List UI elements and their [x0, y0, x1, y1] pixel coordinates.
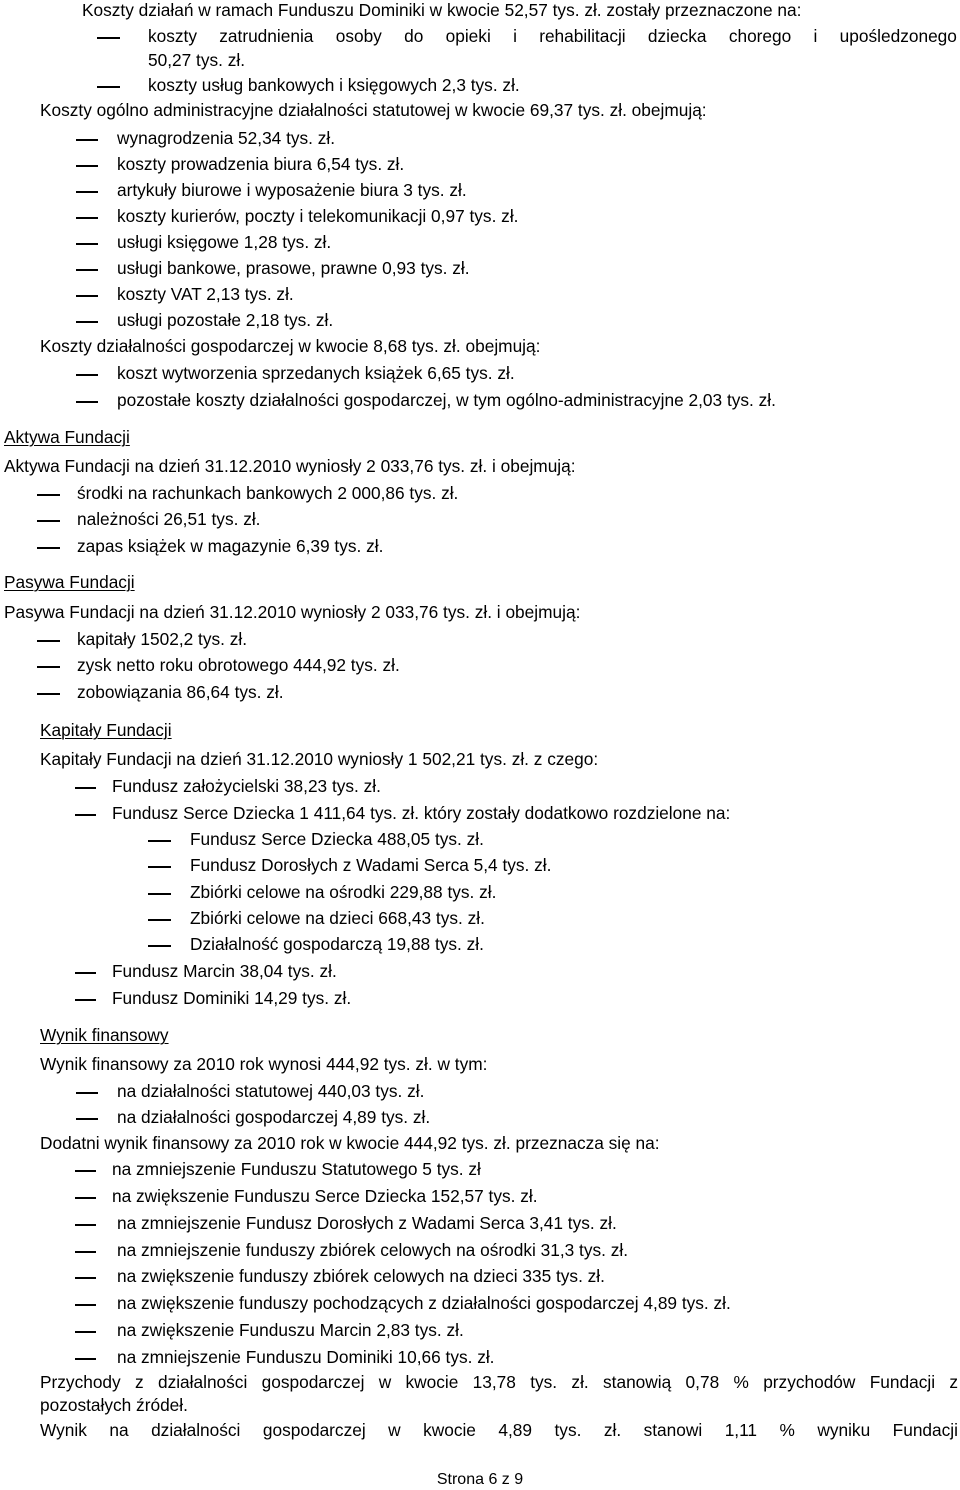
word: upośledzonego — [839, 26, 957, 46]
bullet-dash-icon — [148, 866, 171, 868]
word: dziecka — [647, 26, 707, 46]
word: gospodarczej — [261, 1372, 365, 1392]
line-text: zapas książek w magazynie 6,39 tys. zł. — [77, 536, 384, 556]
list-item — [117, 1240, 628, 1260]
word: koszty — [148, 26, 197, 46]
line-text: zobowiązania 86,64 tys. zł. — [77, 682, 284, 702]
line-text: Fundusz założycielski 38,23 tys. zł. — [112, 776, 381, 796]
bullet-dash-icon — [37, 520, 60, 522]
list-item — [112, 803, 730, 823]
list-item — [77, 629, 247, 649]
list-item — [117, 232, 331, 252]
line-text: Wynik finansowy za 2010 rok wynosi 444,92 tys. zł. w tym: — [40, 1054, 488, 1074]
bullet-dash-icon — [37, 640, 60, 642]
paragraph-line — [4, 602, 580, 622]
line-text: Pasywa Fundacji — [4, 572, 135, 592]
list-item — [117, 310, 333, 330]
word: z — [949, 1372, 958, 1392]
line-text: koszt wytworzenia sprzedanych książek 6,65 tys. zł. — [117, 363, 515, 383]
bullet-dash-icon — [76, 295, 98, 297]
bullet-dash-icon — [75, 999, 96, 1001]
list-item — [117, 258, 470, 278]
bullet-dash-icon — [97, 37, 120, 39]
list-item — [190, 882, 496, 902]
line-text: na zwiększenie Funduszu Serce Dziecka 152,57 tys. zł. — [112, 1186, 538, 1206]
word: w — [388, 1420, 401, 1440]
line-text: Działalność gospodarczą 19,88 tys. zł. — [190, 934, 484, 954]
word: w — [378, 1372, 392, 1392]
line-text: Kapitały Fundacji na dzień 31.12.2010 wyniosły 1 502,21 tys. zł. z czego: — [40, 749, 599, 769]
line-text: usługi bankowe, prasowe, prawne 0,93 tys. zł. — [117, 258, 470, 278]
bullet-dash-icon — [37, 693, 60, 695]
word: przychodów — [763, 1372, 856, 1392]
bullet-dash-icon — [75, 1170, 96, 1172]
word: i — [813, 26, 818, 46]
word: i — [513, 26, 517, 46]
bullet-dash-icon — [37, 666, 60, 668]
list-item — [117, 1081, 424, 1101]
line-text: Koszty ogólno administracyjne działalności statutowej w kwocie 69,37 tys. zł. obejmują: — [40, 100, 707, 120]
list-item — [117, 1320, 464, 1340]
word: opieki — [445, 26, 491, 46]
bullet-dash-icon — [76, 1118, 98, 1120]
line-text: na zmniejszenie funduszy zbiórek celowych na ośrodki 31,3 tys. zł. — [117, 1240, 629, 1260]
word: 13,78 — [472, 1372, 516, 1392]
word: chorego — [728, 26, 792, 46]
line-text: Fundusz Serce Dziecka 1 411,64 tys. zł. który zostały dodatkowo rozdzielone na: — [112, 803, 731, 823]
word: 0,78 — [685, 1372, 720, 1392]
line-text: na zmniejszenie Fundusz Dorosłych z Wadami Serca 3,41 tys. zł. — [117, 1213, 617, 1233]
word: 4,89 — [498, 1420, 533, 1440]
line-text: na działalności gospodarczej 4,89 tys. zł. — [117, 1107, 431, 1127]
bullet-dash-icon — [75, 1331, 96, 1333]
bullet-dash-icon — [75, 1277, 96, 1279]
word: działalności — [151, 1420, 241, 1440]
bullet-dash-icon — [75, 1197, 96, 1199]
bullet-dash-icon — [76, 269, 98, 271]
bullet-dash-icon — [37, 547, 60, 549]
line-text: Aktywa Fundacji na dzień 31.12.2010 wyniosły 2 033,76 tys. zł. i obejmują: — [4, 456, 576, 476]
line-text: pozostałych źródeł. — [40, 1395, 188, 1415]
list-item — [117, 1266, 605, 1286]
paragraph-line — [40, 1054, 487, 1074]
word: % — [779, 1420, 795, 1440]
bullet-dash-icon — [76, 321, 98, 323]
bullet-dash-icon — [76, 401, 98, 403]
bullet-dash-icon — [37, 494, 60, 496]
line-text: artykuły biurowe i wyposażenie biura 3 tys. zł. — [117, 180, 467, 200]
paragraph-line — [40, 1133, 660, 1153]
list-item — [77, 536, 383, 556]
line-text: usługi pozostałe 2,18 tys. zł. — [117, 310, 334, 330]
list-item — [148, 26, 957, 46]
word: zł. — [571, 1372, 589, 1392]
list-item — [77, 682, 284, 702]
list-item — [117, 363, 515, 383]
line-text: na zwiększenie funduszy pochodzących z działalności gospodarczej 4,89 tys. zł. — [117, 1293, 731, 1313]
list-item — [190, 934, 484, 954]
bullet-dash-icon — [76, 243, 98, 245]
bullet-dash-icon — [76, 165, 98, 167]
list-item — [77, 509, 260, 529]
bullet-dash-icon — [97, 86, 120, 88]
bullet-dash-icon — [148, 945, 171, 947]
line-text: na działalności statutowej 440,03 tys. zł. — [117, 1081, 425, 1101]
list-item — [117, 154, 404, 174]
word: tys. — [554, 1420, 582, 1440]
word: stanowi — [643, 1420, 703, 1440]
paragraph-line — [40, 336, 540, 356]
bullet-dash-icon — [76, 139, 98, 141]
word: tys. — [530, 1372, 558, 1392]
line-text: na zmniejszenie Funduszu Dominiki 10,66 tys. zł. — [117, 1347, 495, 1367]
list-item — [112, 1159, 481, 1179]
paragraph-line — [148, 50, 245, 70]
line-text: pozostałe koszty działalności gospodarczej, w tym ogólno-administracyjne 2,03 tys. zł. — [117, 390, 776, 410]
word: Fundacji — [892, 1420, 958, 1440]
word: zł. — [603, 1420, 622, 1440]
bullet-dash-icon — [76, 217, 98, 219]
line-text: Fundusz Dominiki 14,29 tys. zł. — [112, 988, 352, 1008]
word: kwocie — [405, 1372, 459, 1392]
line-text: Fundusz Dorosłych z Wadami Serca 5,4 tys. zł. — [190, 855, 552, 875]
list-item — [117, 206, 518, 226]
bullet-dash-icon — [75, 1358, 96, 1360]
word: osoby — [335, 26, 382, 46]
section-heading — [4, 572, 135, 592]
paragraph-line — [40, 749, 598, 769]
word: z — [135, 1372, 144, 1392]
list-item — [77, 483, 458, 503]
list-item — [190, 829, 484, 849]
word: gospodarczej — [262, 1420, 366, 1440]
line-text: Pasywa Fundacji na dzień 31.12.2010 wyniosły 2 033,76 tys. zł. i obejmują: — [4, 602, 581, 622]
line-text: Koszty działalności gospodarczej w kwocie 8,68 tys. zł. obejmują: — [40, 336, 541, 356]
line-text: Zbiórki celowe na ośrodki 229,88 tys. zł. — [190, 882, 497, 902]
page-number: Strona 6 z 9 — [436, 1471, 524, 1488]
list-item — [112, 1186, 538, 1206]
line-text: koszty prowadzenia biura 6,54 tys. zł. — [117, 154, 405, 174]
list-item — [117, 1107, 430, 1127]
bullet-dash-icon — [75, 1304, 96, 1306]
word: rehabilitacji — [539, 26, 626, 46]
word: Wynik — [40, 1420, 87, 1440]
line-text: na zmniejszenie Funduszu Statutowego 5 tys. zł — [112, 1159, 481, 1179]
list-item — [117, 180, 467, 200]
line-text: wynagrodzenia 52,34 tys. zł. — [117, 128, 336, 148]
line-text: na zwiększenie funduszy zbiórek celowych na dzieci 335 tys. zł. — [117, 1266, 605, 1286]
line-text: Fundusz Marcin 38,04 tys. zł. — [112, 961, 337, 981]
line-text: Aktywa Fundacji — [4, 427, 130, 447]
line-text: Zbiórki celowe na dzieci 668,43 tys. zł. — [190, 908, 485, 928]
list-item — [117, 390, 776, 410]
line-text: koszty VAT 2,13 tys. zł. — [117, 284, 294, 304]
bullet-dash-icon — [75, 1224, 96, 1226]
line-text: należności 26,51 tys. zł. — [77, 509, 261, 529]
line-text: usługi księgowe 1,28 tys. zł. — [117, 232, 332, 252]
list-item — [117, 128, 335, 148]
list-item — [117, 284, 294, 304]
word: wyniku — [817, 1420, 871, 1440]
word: stanowią — [603, 1372, 672, 1392]
paragraph-line — [40, 1420, 958, 1440]
line-text: Fundusz Serce Dziecka 488,05 tys. zł. — [190, 829, 484, 849]
line-text: Kapitały Fundacji — [40, 720, 172, 740]
paragraph-line — [40, 100, 707, 120]
bullet-dash-icon — [148, 840, 171, 842]
line-text: środki na rachunkach bankowych 2 000,86 tys. zł. — [77, 483, 459, 503]
bullet-dash-icon — [148, 893, 171, 895]
line-text: kapitały 1502,2 tys. zł. — [77, 629, 248, 649]
word: 1,11 — [724, 1420, 758, 1440]
line-text: Wynik finansowy — [40, 1025, 169, 1045]
line-text: koszty kurierów, poczty i telekomunikacji 0,97 tys. zł. — [117, 206, 519, 226]
bullet-dash-icon — [75, 972, 96, 974]
word: Przychody — [40, 1372, 121, 1392]
list-item — [112, 988, 351, 1008]
bullet-dash-icon — [75, 1251, 96, 1253]
line-text: 50,27 tys. zł. — [148, 50, 246, 70]
word: % — [733, 1372, 749, 1392]
bullet-dash-icon — [148, 919, 171, 921]
list-item — [117, 1213, 617, 1233]
list-item — [190, 855, 551, 875]
list-item — [117, 1347, 494, 1367]
paragraph-line — [40, 1395, 188, 1415]
word: zatrudnienia — [219, 26, 314, 46]
list-item — [112, 961, 337, 981]
list-item — [112, 776, 381, 796]
list-item — [190, 908, 485, 928]
section-heading — [4, 427, 130, 447]
list-item — [117, 1293, 731, 1313]
bullet-dash-icon — [75, 814, 96, 816]
word: Fundacji — [869, 1372, 936, 1392]
line-text: zysk netto roku obrotowego 444,92 tys. zł. — [77, 655, 400, 675]
bullet-dash-icon — [76, 1092, 98, 1094]
bullet-dash-icon — [76, 374, 98, 376]
word: do — [404, 26, 424, 46]
section-heading — [40, 720, 172, 740]
line-text: Dodatni wynik finansowy za 2010 rok w kwocie 444,92 tys. zł. przeznacza się na: — [40, 1133, 660, 1153]
list-item — [148, 75, 520, 95]
bullet-dash-icon — [75, 787, 96, 789]
line-text: Koszty działań w ramach Funduszu Dominiki w kwocie 52,57 tys. zł. zostały przeznaczone na: — [82, 0, 802, 20]
word: kwocie — [423, 1420, 476, 1440]
word: działalności — [157, 1372, 248, 1392]
list-item — [77, 655, 400, 675]
section-heading — [40, 1025, 169, 1045]
paragraph-line — [4, 456, 576, 476]
bullet-dash-icon — [76, 191, 98, 193]
paragraph-line — [82, 0, 801, 20]
paragraph-line — [40, 1372, 958, 1392]
line-text: na zwiększenie Funduszu Marcin 2,83 tys. zł. — [117, 1320, 464, 1340]
word: na — [109, 1420, 129, 1440]
line-text: koszty usług bankowych i księgowych 2,3 tys. zł. — [148, 75, 520, 95]
